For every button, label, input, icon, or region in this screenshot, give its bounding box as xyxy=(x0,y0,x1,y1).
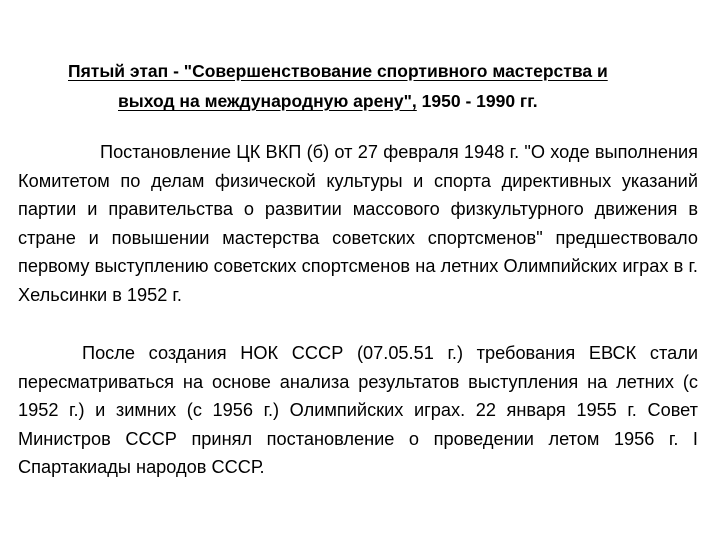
heading-line-1 xyxy=(68,56,608,86)
heading-line-2-years: 1950 - 1990 гг. xyxy=(416,91,538,111)
heading-line-2 xyxy=(118,86,538,116)
heading-line-2-underlined: выход на международную арену", xyxy=(118,91,417,111)
heading-line-1-text: Пятый этап - "Совершенствование спортивного мастерства и xyxy=(68,61,608,81)
paragraph-2: После создания НОК СССР (07.05.51 г.) требования ЕВСК стали пересматриваться на основе анализа результатов выступления на летних (с 1952 г.) и зимних (с 1956 г.) Олимпийских играх. 22 января 1955 г. Совет Министров СССР принял постановление о проведении летом 1956 г. I Спартакиады народов СССР. xyxy=(18,343,698,478)
paragraph-1: Постановление ЦК ВКП (б) от 27 февраля 1948 г. "О ходе выполнения Комитетом по делам физической культуры и спорта директивных указаний партии и правительства о развитии массового физкультурного движения в стране и повышении мастерства советских спортсменов" предшествовало первому выступлению советских спортсменов на летних Олимпийских играх в г. Хельсинки в 1952 г. xyxy=(18,142,698,305)
